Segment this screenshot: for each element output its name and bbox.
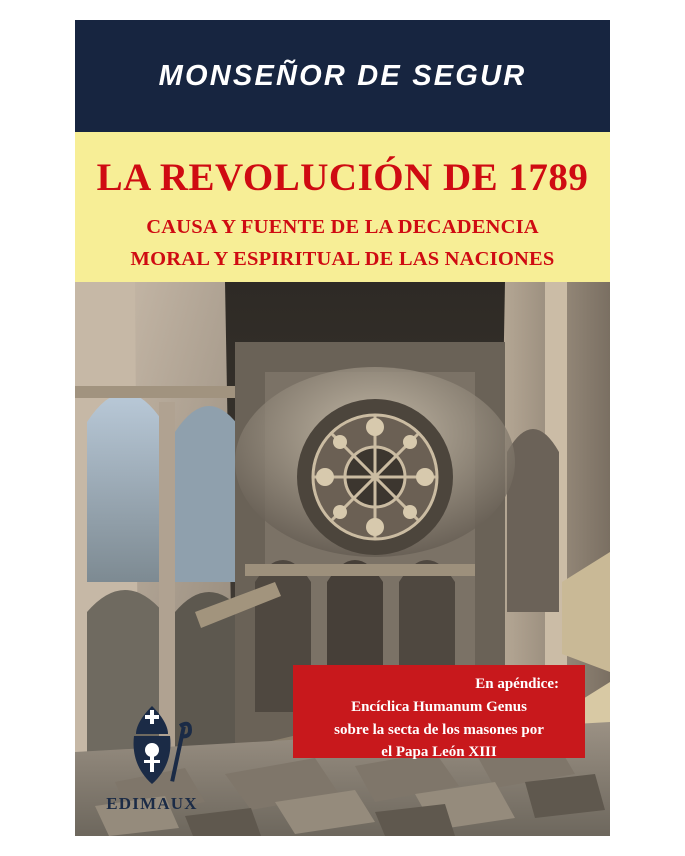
subtitle-line-1: CAUSA Y FUENTE DE LA DECADENCIA: [146, 215, 539, 238]
appendix-line-2: Encíclica Humanum Genus: [351, 698, 527, 715]
appendix-line-3: sobre la secta de los masones por: [334, 721, 544, 738]
bishop-crosier-emblem-icon: [106, 700, 198, 792]
appendix-box: [293, 665, 585, 761]
page-title: LA REVOLUCIÓN DE 1789: [96, 156, 589, 199]
title-band: [75, 132, 610, 282]
subtitle-line-2: MORAL Y ESPIRITUAL DE LAS NACIONES: [130, 247, 555, 270]
book-cover: [75, 20, 610, 836]
appendix-line-4: el Papa León XIII: [381, 744, 497, 761]
author-band: [75, 20, 610, 132]
author-name: MONSEÑOR DE SEGUR: [158, 59, 527, 92]
appendix-line-1: En apéndice:: [475, 676, 559, 692]
publisher-logo: [87, 700, 217, 814]
publisher-name: EDIMAUX: [106, 794, 198, 813]
cover-photo: [75, 282, 610, 836]
